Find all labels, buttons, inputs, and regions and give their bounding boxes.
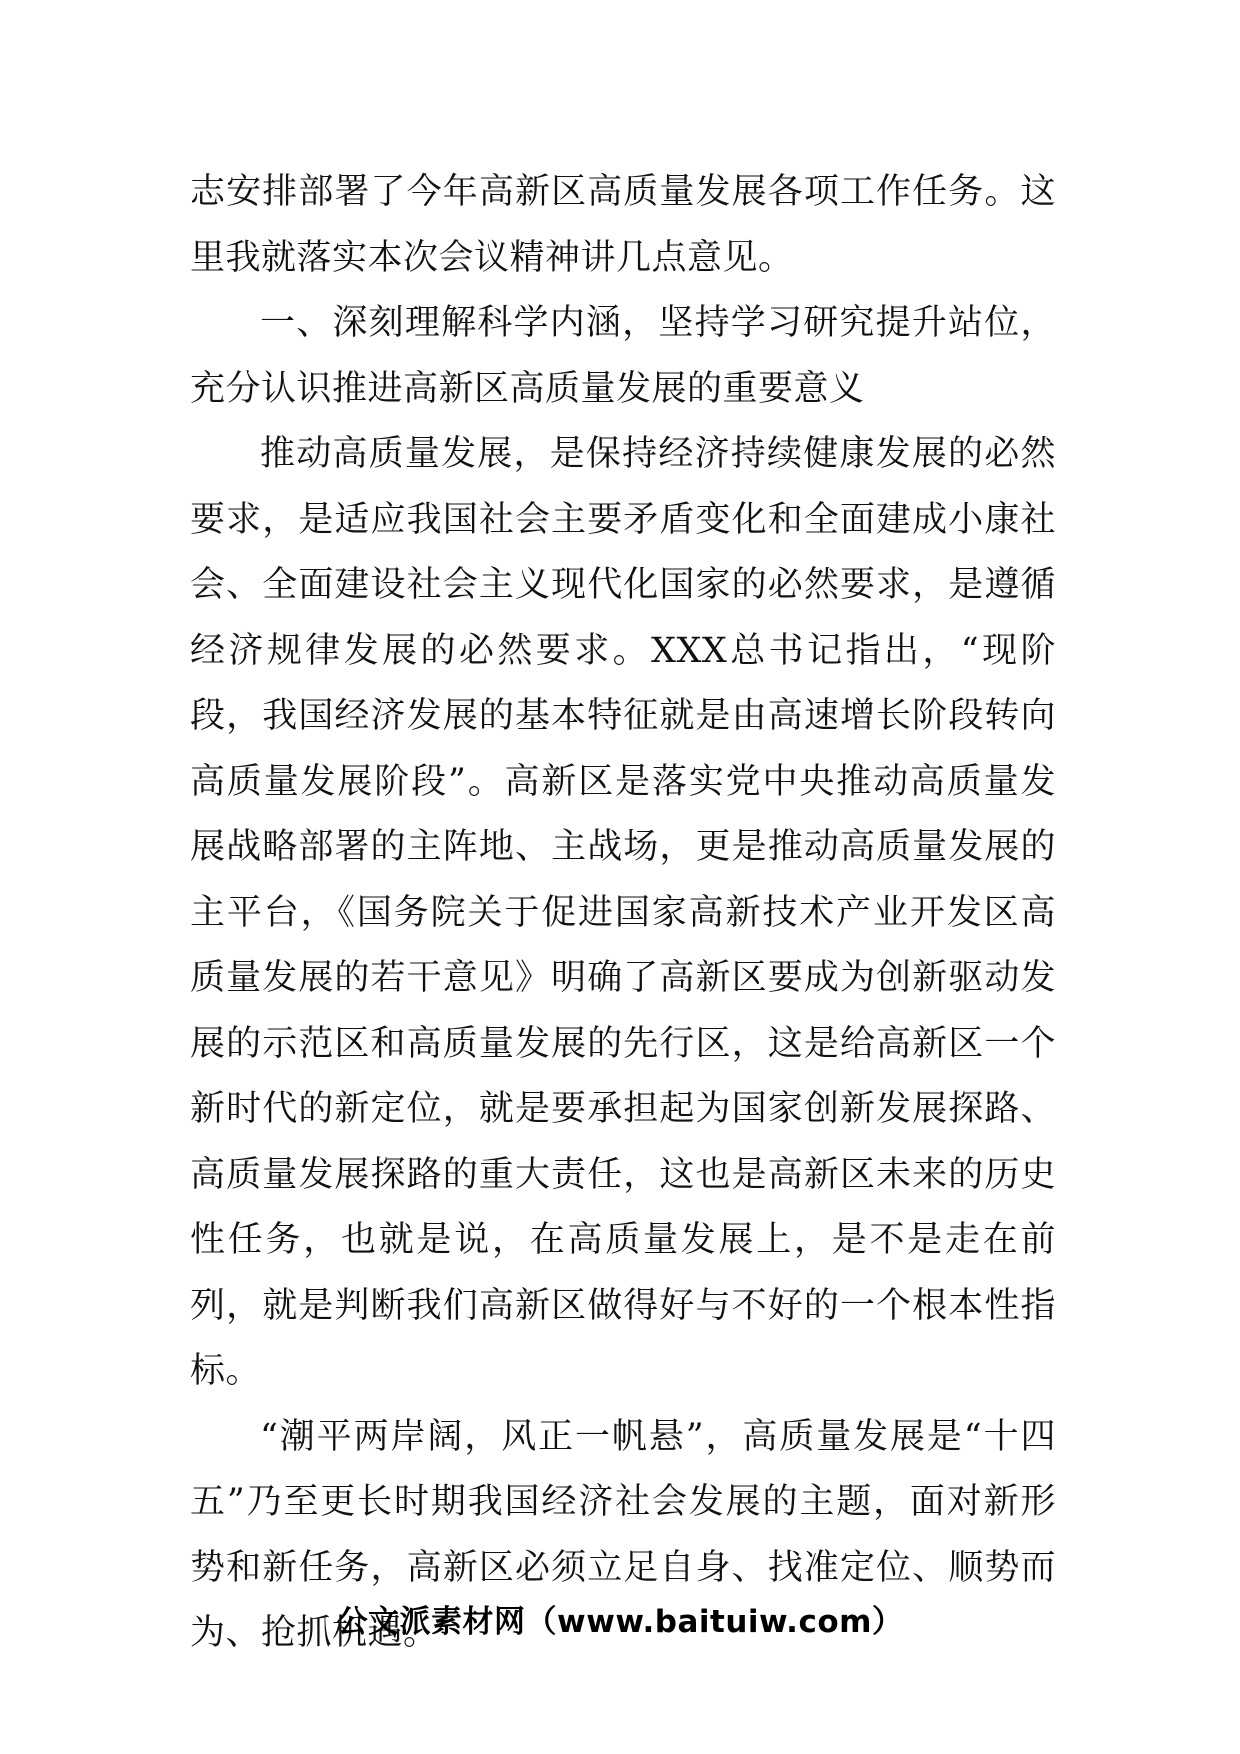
- paragraph-body: 推动高质量发展，是保持经济持续健康发展的必然要求，是适应我国社会主要矛盾变化和全面建成小康社会、全面建设社会主义现代化国家的必然要求，是遵循经济规律发展的必然要求。XXX总书记指出，“现阶段，我国经济发展的基本特征就是由高速增长阶段转向高质量发展阶段”。高新区是落实党中央推动高质量发展战略部署的主阵地、主战场，更是推动高质量发展的主平台，《国务院关于促进国家高新技术产业开发区高质量发展的若干意见》明确了高新区要成为创新驱动发展的示范区和高质量发展的先行区，这是给高新区一个新时代的新定位，就是要承担起为国家创新发展探路、高质量发展探路的重大责任，这也是高新区未来的历史性任务，也就是说，在高质量发展上，是不是走在前列，就是判断我们高新区做得好与不好的一个根本性指标。: [190, 434, 1056, 1391]
- source-footer: 公文派素材网（www.baituiw.com）: [336, 1604, 904, 1640]
- paragraph-continuation: 志安排部署了今年高新区高质量发展各项工作任务。这里我就落实本次会议精神讲几点意见。: [190, 172, 1056, 278]
- document-body: [190, 160, 1056, 1667]
- section-heading: 一、深刻理解科学内涵，坚持学习研究提升站位，充分认识推进高新区高质量发展的重要意义: [190, 303, 1056, 409]
- paragraph-body: “潮平两岸阔，风正一帆悬”，高质量发展是“十四五”乃至更长时期我国经济社会发展的主题，面对新形势和新任务，高新区必须立足自身、找准定位、顺势而为、抢抓机遇。: [190, 1416, 1056, 1653]
